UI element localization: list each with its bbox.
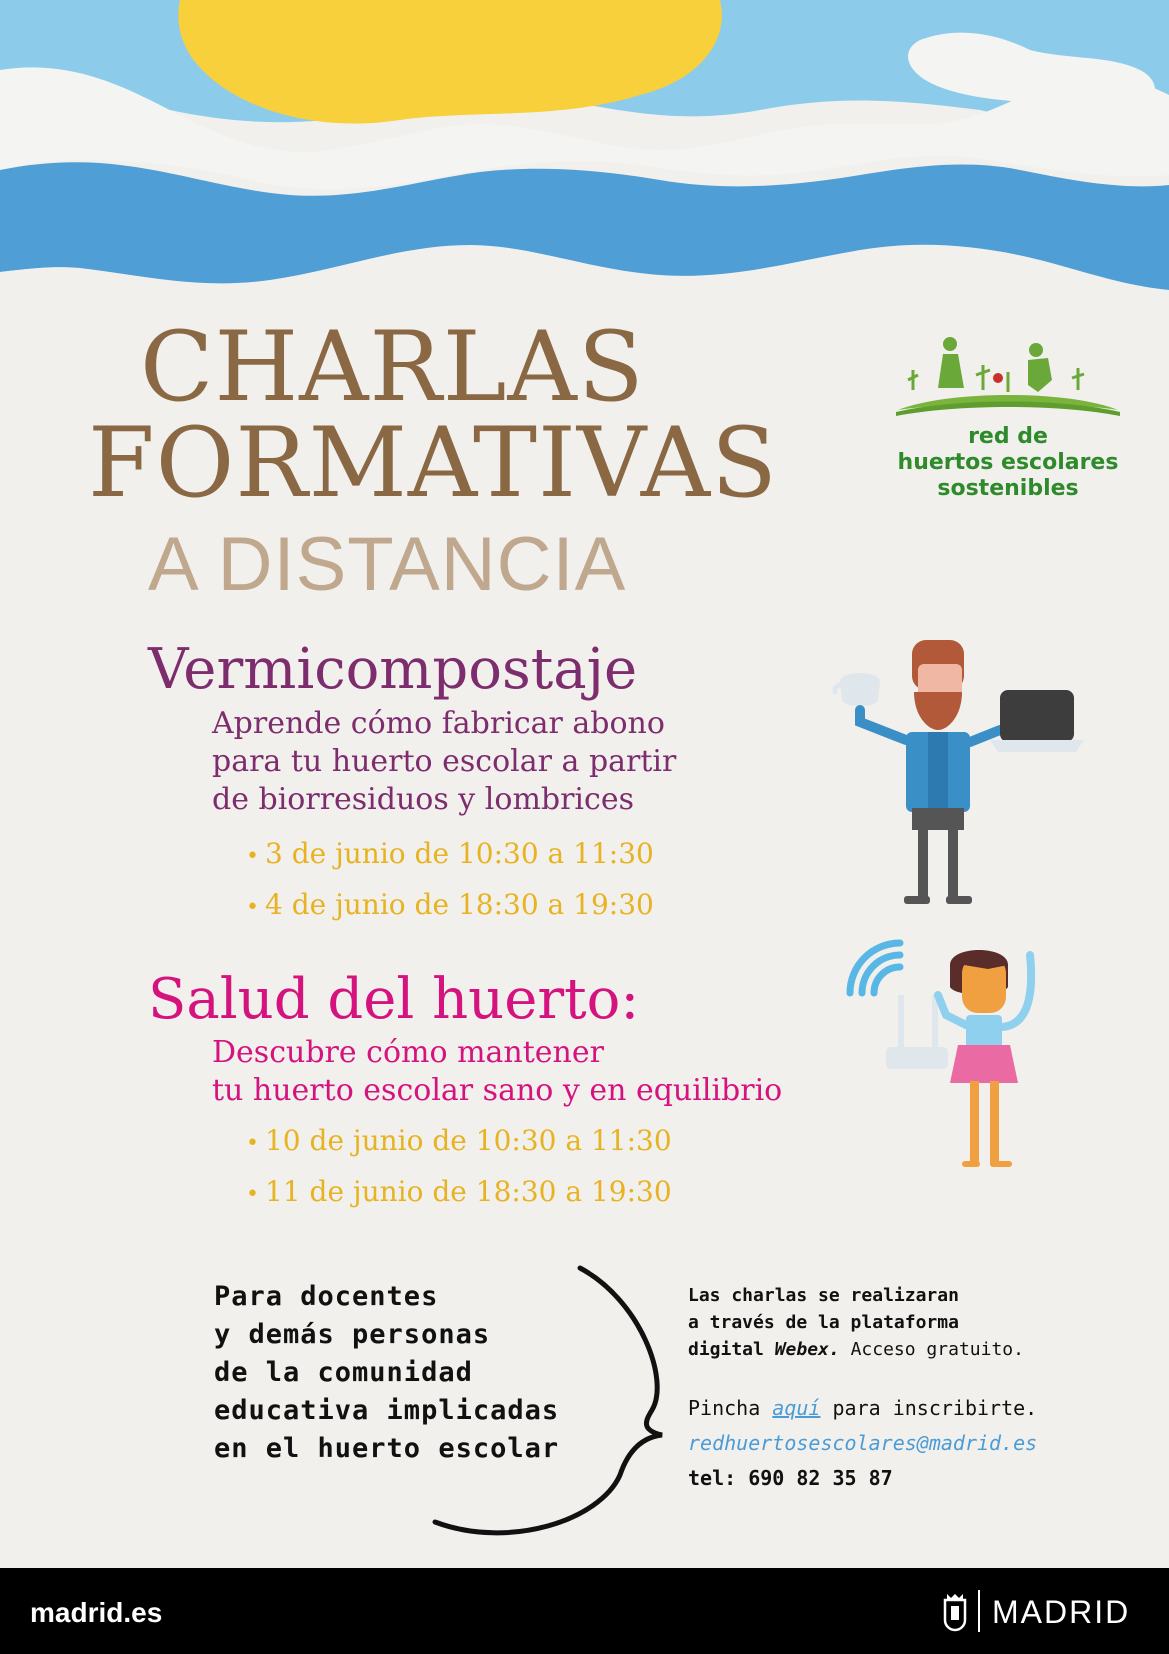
madrid-crest-icon: [942, 1592, 968, 1636]
description-line: de biorresiduos y lombrices: [212, 782, 634, 817]
bullet-icon: •: [246, 1131, 259, 1156]
audience-line: Para docentes: [214, 1281, 439, 1312]
info-line: digital Webex. Acceso gratuito.: [688, 1339, 1024, 1360]
footer-brand: MADRID: [992, 1594, 1131, 1630]
logo-text-line-1: red de: [968, 424, 1048, 449]
register-link[interactable]: aquí: [772, 1396, 821, 1420]
session-dates-salud-del-huerto: [246, 1117, 672, 1219]
title-line-1: CHARLAS: [140, 311, 645, 423]
section-title-salud-del-huerto: Salud del huerto:: [148, 967, 640, 1032]
description-line: Descubre cómo mantener: [212, 1035, 604, 1070]
audience-line: de la comunidad: [214, 1357, 473, 1388]
session-date: • 3 de junio de 10:30 a 11:30: [246, 837, 654, 870]
description-line: tu huerto escolar sano y en equilibrio: [212, 1073, 783, 1108]
woman-with-wifi-router-illustration: [838, 935, 1088, 1235]
session-date: • 10 de junio de 10:30 a 11:30: [246, 1124, 672, 1157]
man-with-coffee-and-laptop-illustration: [830, 630, 1090, 930]
footer-divider: [978, 1590, 980, 1632]
title-line-2: FORMATIVAS: [88, 407, 778, 519]
info-line: a través de la plataforma: [688, 1312, 959, 1333]
section-title-vermicompostaje: Vermicompostaje: [148, 637, 638, 702]
register-line: Pincha aquí para inscribirte.: [688, 1396, 1038, 1420]
description-line: para tu huerto escolar a partir: [212, 744, 677, 779]
speech-bracket-icon: [420, 1260, 670, 1540]
red-huertos-logo: [888, 330, 1128, 500]
session-date: • 11 de junio de 18:30 a 19:30: [246, 1175, 672, 1208]
contact-phone: tel: 690 82 35 87: [688, 1466, 893, 1490]
contact-email-link[interactable]: redhuertosescolares@madrid.es: [688, 1431, 1038, 1455]
event-info: [688, 1282, 1037, 1492]
audience-line: y demás personas: [214, 1319, 491, 1350]
audience-line: en el huerto escolar: [214, 1433, 560, 1464]
title-line-3: A DISTANCIA: [148, 522, 627, 607]
garden-logo-icon: [888, 330, 1128, 420]
logo-text-line-3: sostenibles: [937, 476, 1079, 501]
footer-site-link[interactable]: madrid.es: [30, 1597, 163, 1628]
info-line: Las charlas se realizaran: [688, 1285, 959, 1306]
bullet-icon: •: [246, 895, 259, 920]
session-dates-vermicompostaje: [246, 830, 654, 932]
audience-line: educativa implicadas: [214, 1395, 560, 1426]
description-line: Aprende cómo fabricar abono: [212, 706, 665, 741]
logo-text-line-2: huertos escolares: [897, 450, 1119, 475]
section-description-vermicompostaje: [212, 705, 676, 819]
section-description-salud-del-huerto: [212, 1034, 782, 1110]
session-date: • 4 de junio de 18:30 a 19:30: [246, 888, 654, 921]
bullet-icon: •: [246, 1182, 259, 1207]
bullet-icon: •: [246, 844, 259, 869]
